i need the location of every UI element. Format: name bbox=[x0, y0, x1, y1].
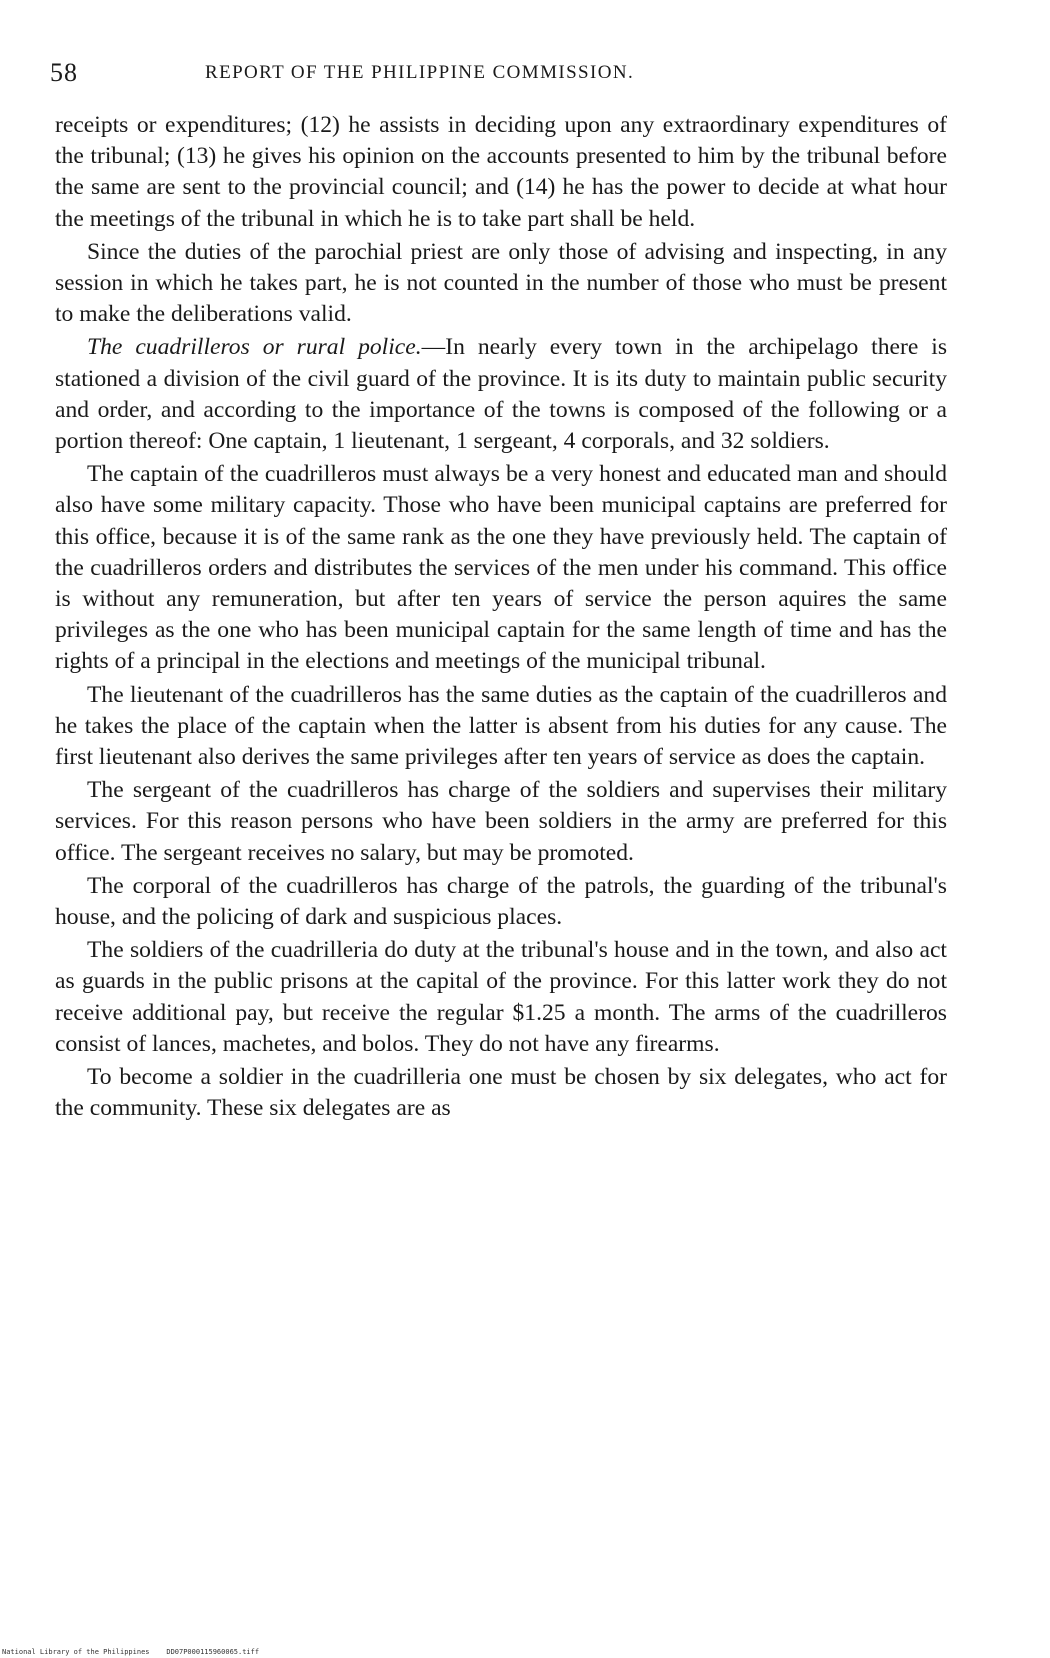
paragraph-continuation: receipts or expenditures; (12) he assists in deciding upon any extraordinary expenditures of the tribunal; (13) he gives his opinion on the accounts presented to him by the tribunal before the same are sent to the provincial council; and (14) he has the power to decide at what hour the meetings of the tribunal in which he is to take part shall be held. bbox=[55, 112, 947, 232]
page-header bbox=[50, 58, 950, 92]
paragraph-cuadrilleros-intro bbox=[55, 332, 947, 457]
body-text bbox=[55, 110, 947, 1125]
paragraph-captain: The captain of the cuadrilleros must always be a very honest and educated man and should also have some military capacity. Those who have been municipal captains are preferred for this office, because it is of the same rank as the one they have previously held. The captain of the cuadrilleros orders and distributes the services of the men under his command. This office is without any remuneration, but after ten years of service the person aquires the same privileges as the one who has been municipal captain for the same length of time and has the rights of a principal in the elections and meetings of the municipal tribunal. bbox=[55, 461, 947, 675]
paragraph-soldiers: The soldiers of the cuadrilleria do duty at the tribunal's house and in the town, and also act as guards in the public prisons at the capital of the province. For this latter work they do not receive additional pay, but receive the regular $1.25 a month. The arms of the cuadrilleros consist of lances, machetes, and bolos. They do not have any firearms. bbox=[55, 937, 947, 1057]
running-head: REPORT OF THE PHILIPPINE COMMISSION. bbox=[205, 62, 635, 83]
paragraph-parochial-priest: Since the duties of the parochial priest are only those of advising and inspecting, in any session in which he takes part, he is not counted in the number of those who must be present to make the deliberations valid. bbox=[55, 238, 947, 328]
page-number: 58 bbox=[50, 58, 78, 87]
paragraph-lieutenant: The lieutenant of the cuadrilleros has the same duties as the captain of the cuadrilleros and he takes the place of the captain when the latter is absent from his duties for any cause. The first lieutenant also derives the same privileges after ten years of service as does the captain. bbox=[55, 681, 947, 771]
paragraph-cuadrilleros-intro-text: —In nearly every town in the archipelago there is stationed a division of the civil guard of the province. It is its duty to maintain public security and order, and according to the importance of the towns is composed of the following or a portion thereof: One captain, 1 lieutenant, 1 sergeant, 4 corporals, and 32 soldiers. bbox=[55, 334, 947, 455]
section-title: The cuadrilleros or rural police. bbox=[87, 334, 422, 361]
paragraph-becoming-soldier: To become a soldier in the cuadrilleria one must be chosen by six delegates, who act for the community. These six delegates are as bbox=[55, 1064, 947, 1122]
paragraph-sergeant: The sergeant of the cuadrilleros has charge of the soldiers and supervises their military services. For this reason persons who have been soldiers in the army are preferred for this office. The sergeant receives no salary, but may be promoted. bbox=[55, 777, 947, 866]
scan-footer: National Library of the Philippines DD07P000115960065.tiff bbox=[2, 1648, 260, 1656]
paragraph-corporal: The corporal of the cuadrilleros has charge of the patrols, the guarding of the tribunal's house, and the policing of dark and suspicious places. bbox=[55, 872, 947, 931]
